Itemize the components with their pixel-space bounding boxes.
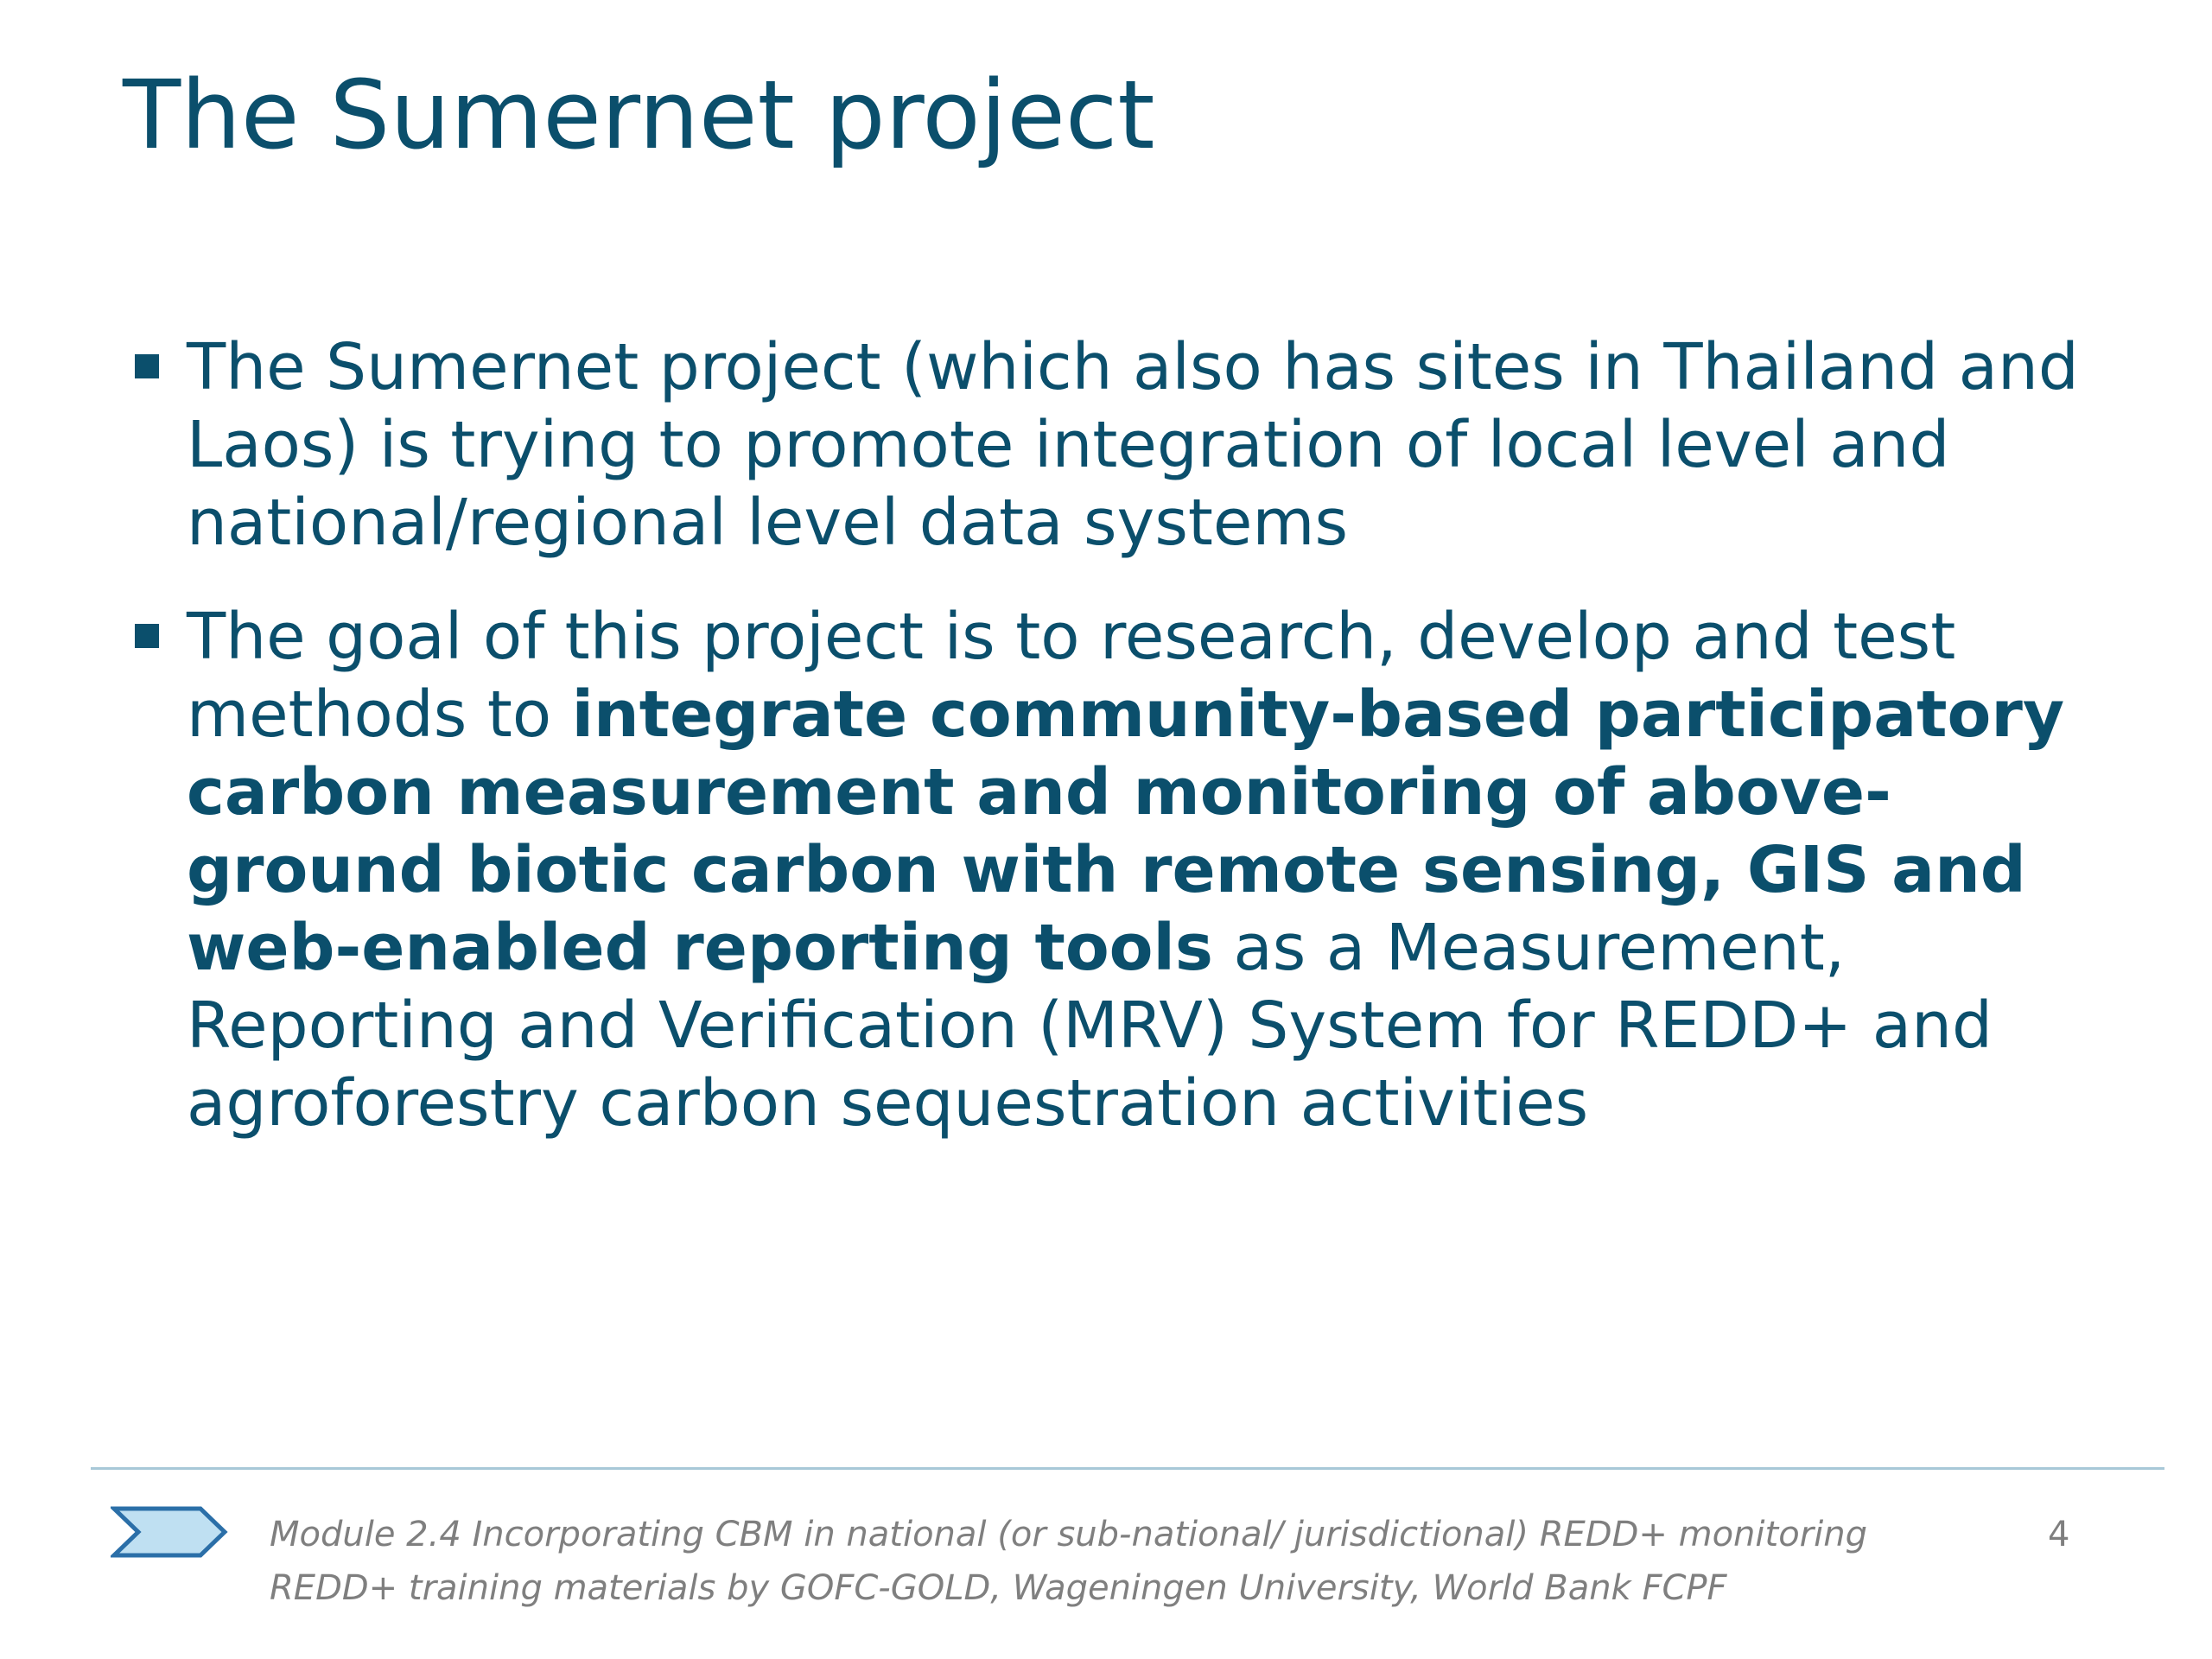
bullet-text-before: The goal of this project is to research, develop and test methods to <box>187 600 1956 752</box>
bullet-text-emphasis: integrate community-based participatory carbon measurement and monitoring of above-ground biotic carbon with remote sensing, GIS and web-enabled reporting tools <box>187 677 2065 985</box>
page-number: 4 <box>2048 1515 2070 1554</box>
bullet-list <box>0 328 2212 1142</box>
bullet-item <box>0 328 2088 562</box>
slide-title: The Sumernet project <box>123 60 1155 170</box>
bullet-text-after: as a Measurement, Reporting and Verification (MRV) System for REDD+ and agroforestry carbon sequestration activities <box>187 911 1993 1141</box>
footer-module-title: Module 2.4 Incorporating CBM in national (or sub-national/ jurisdictional) REDD+ monitoring <box>270 1515 1867 1554</box>
footer-credits: REDD+ training materials by GOFC-GOLD, Wageningen University, World Bank FCPF <box>270 1568 1727 1608</box>
chevron-right-icon <box>111 1505 228 1559</box>
bullet-text: The Sumernet project (which also has sites in Thailand and Laos) is trying to promote integration of local level and national/regional level data systems <box>187 330 2079 560</box>
square-bullet-icon <box>135 354 159 378</box>
bullet-item <box>0 598 2088 1142</box>
bullet-text <box>187 598 2088 1142</box>
footer-divider <box>91 1467 2164 1470</box>
square-bullet-icon <box>135 624 159 648</box>
